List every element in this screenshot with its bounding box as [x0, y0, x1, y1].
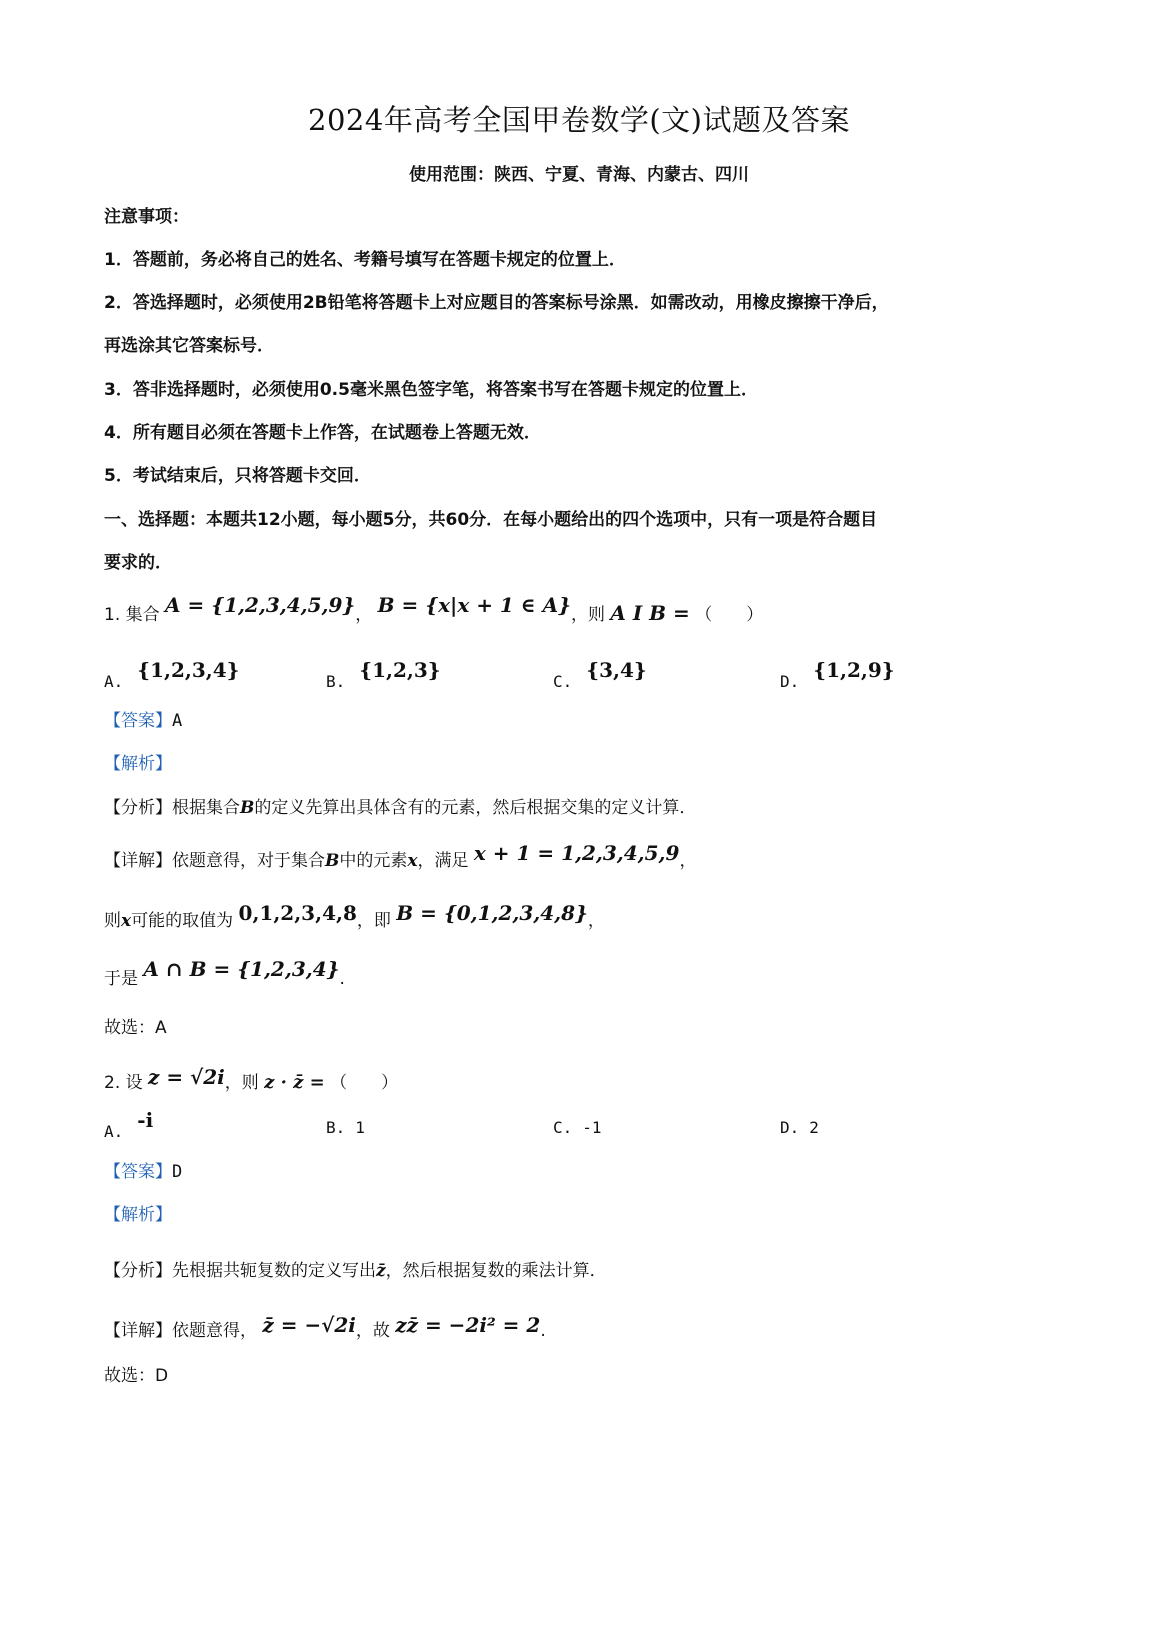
q1-detail-text-a: 依题意得，对于集合	[172, 851, 325, 871]
q2-option-c-label: C.	[553, 1118, 573, 1137]
q2-option-d-label: D.	[780, 1118, 800, 1137]
q2-fenxi-tag: 【分析】	[104, 1261, 172, 1281]
q1-answer-value: A	[172, 711, 183, 731]
notice-item-3: 3．答非选择题时，必须使用0.5毫米黑色签字笔，将答案书写在答题卡规定的位置上．	[104, 380, 758, 400]
q1-option-a-label: A.	[104, 672, 124, 691]
q2-option-c	[553, 1118, 602, 1137]
q1-option-d-label: D.	[780, 672, 800, 691]
q1-option-a-value: {1,2,3,4}	[137, 658, 240, 682]
notice-item-1: 1．答题前，务必将自己的姓名、考籍号填写在答题卡规定的位置上．	[104, 250, 626, 270]
q2-option-d-value: 2	[809, 1118, 819, 1137]
notice-item-2a: 2．答选择题时，必须使用2B铅笔将答题卡上对应题目的答案标号涂黑．如需改动，用橡皮擦擦干净后，	[104, 293, 889, 313]
q1-line2-text-b: 可能的取值为	[131, 911, 234, 931]
q1-detail-tag: 【详解】	[104, 851, 172, 871]
q1-analysis-tag: 【解析】	[104, 754, 172, 774]
q1-option-c	[553, 658, 647, 692]
q1-line2-text-a: 则	[104, 911, 121, 931]
q1-option-c-label: C.	[553, 672, 573, 691]
q1-fenxi-var: B	[240, 798, 255, 818]
q1-paren: （ ）	[695, 605, 764, 625]
q1-line2-set: B = {0,1,2,3,4,8}	[396, 901, 588, 925]
q1-option-b	[326, 658, 441, 692]
q1-option-a	[104, 658, 240, 692]
q1-fenxi-text-b: 的定义先算出具体含有的元素，然后根据交集的定义计算．	[254, 798, 697, 818]
q1-fenxi	[104, 793, 696, 818]
q2-option-b-value: 1	[355, 1118, 365, 1137]
q2-expression: z = √2i	[148, 1065, 225, 1089]
q1-option-d	[780, 658, 895, 692]
q2-fenxi	[104, 1256, 607, 1281]
q1-detail-line1	[104, 841, 697, 871]
q2-option-a-value: -i	[137, 1108, 154, 1132]
q1-detail-var: B	[325, 851, 340, 871]
q2-choose: 故选：D	[104, 1366, 169, 1386]
q1-choose: 故选：A	[104, 1018, 167, 1038]
q2-detail-equation-1: z̄ = −√2i	[262, 1313, 356, 1337]
q2-detail-equation-2: zz̄ = −2i² = 2	[395, 1313, 541, 1337]
q1-option-b-value: {1,2,3}	[359, 658, 441, 682]
q1-option-c-value: {3,4}	[586, 658, 647, 682]
q2-answer-value: D	[172, 1162, 183, 1182]
page-title: 2024年高考全国甲卷数学(文)试题及答案	[308, 103, 850, 137]
section-heading-line2: 要求的．	[104, 553, 172, 573]
question-1-stem	[104, 593, 764, 625]
q1-detail-line2	[104, 901, 605, 931]
q1-expression: A I B =	[610, 601, 690, 625]
q2-option-a	[104, 1108, 154, 1142]
q1-answer-tag: 【答案】	[104, 711, 172, 731]
q2-detail-text-a: 依题意得，	[172, 1321, 257, 1341]
q1-line2-values: 0,1,2,3,4,8	[238, 901, 357, 925]
q2-detail-text-b: ，故	[355, 1321, 390, 1341]
question-2-stem	[104, 1065, 399, 1093]
q1-sep: ，	[355, 605, 373, 625]
page-subtitle: 使用范围：陕西、宁夏、青海、内蒙古、四川	[409, 165, 749, 185]
notice-heading: 注意事项：	[104, 207, 189, 227]
notice-item-4: 4．所有题目必须在答题卡上作答，在试题卷上答题无效．	[104, 423, 541, 443]
notice-item-5: 5．考试结束后，只将答题卡交回．	[104, 466, 371, 486]
q1-fenxi-tag: 【分析】	[104, 798, 172, 818]
q2-prefix: 2. 设	[104, 1073, 143, 1093]
q1-detail-text-b: 中的元素	[339, 851, 408, 871]
q1-set-b: B = {x|x + 1 ∈ A}	[377, 593, 571, 617]
q2-analysis-tag: 【解析】	[104, 1205, 172, 1225]
q1-fenxi-text-a: 根据集合	[172, 798, 240, 818]
q2-paren: （ ）	[330, 1073, 399, 1093]
q1-detail-end: ，	[679, 851, 697, 871]
q2-detail	[104, 1313, 546, 1341]
q1-line2-x: x	[121, 911, 132, 931]
q1-detail-x: x	[407, 851, 418, 871]
q1-detail-line3	[104, 957, 345, 989]
q1-detail-equation: x + 1 = 1,2,3,4,5,9	[473, 841, 680, 865]
q2-detail-end: .	[540, 1321, 546, 1341]
notice-item-2b: 再选涂其它答案标号．	[104, 336, 274, 356]
q2-option-b	[326, 1118, 365, 1137]
q2-detail-tag: 【详解】	[104, 1321, 172, 1341]
q1-then: ，则	[570, 605, 605, 625]
q1-option-d-value: {1,2,9}	[813, 658, 895, 682]
q2-then: ，则	[224, 1073, 259, 1093]
q2-answer	[104, 1157, 182, 1182]
q2-fenxi-text-a: 先根据共轭复数的定义写出	[172, 1261, 376, 1281]
q2-fenxi-var: z̄	[376, 1261, 386, 1281]
q2-option-a-label: A.	[104, 1122, 124, 1141]
q1-option-b-label: B.	[326, 672, 346, 691]
section-heading-line1: 一、选择题：本题共12小题，每小题5分，共60分．在每小题给出的四个选项中，只有一项是符合题目	[104, 510, 878, 530]
q1-line2-end: ，	[587, 911, 605, 931]
q1-answer	[104, 706, 182, 731]
q1-line3-expression: A ∩ B = {1,2,3,4}	[143, 957, 340, 981]
q2-answer-tag: 【答案】	[104, 1162, 172, 1182]
q2-option-b-label: B.	[326, 1118, 346, 1137]
q1-line2-text-c: ，即	[356, 911, 391, 931]
q1-set-a: A = {1,2,3,4,5,9}	[165, 593, 356, 617]
q2-option-c-value: -1	[582, 1118, 602, 1137]
q2-fenxi-text-b: ，然后根据复数的乘法计算．	[385, 1261, 607, 1281]
q1-detail-text-c: ，满足	[417, 851, 469, 871]
q1-prefix: 1. 集合	[104, 605, 160, 625]
q1-line3-end: .	[339, 969, 345, 989]
q1-line3-text-a: 于是	[104, 969, 138, 989]
q2-option-d	[780, 1118, 819, 1137]
q2-expression-2: z · z̄ =	[264, 1072, 325, 1093]
